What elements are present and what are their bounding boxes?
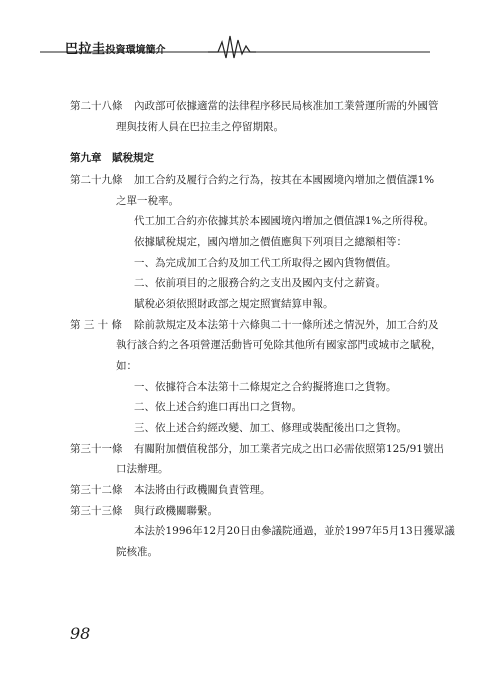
article-33-label: 第三十三條 — [70, 505, 123, 517]
article-28-label: 第二十八條 — [70, 100, 123, 112]
chapter-9-title: 第九章 賦稅規定 — [70, 152, 154, 164]
article-28-text-line-2: 理與技術人員在巴拉圭之停留期限。 — [116, 121, 284, 133]
article-29-text-line-4: 依據賦稅規定，國內增加之價值應與下列項目之總額相等： — [134, 236, 407, 248]
article-30-item-3: 三、依上述合約經改變、加工、修理或裝配後出口之貨物。 — [134, 422, 407, 434]
article-31-label: 第三十一條 — [70, 443, 123, 455]
article-29-item-2: 二、依前項目的之服務合約之支出及國內支付之薪資。 — [134, 277, 386, 289]
article-32-label: 第三十二條 — [70, 484, 123, 496]
article-29-text-line-5: 賦稅必須依照財政部之規定照實結算申報。 — [134, 298, 334, 310]
article-29-text-line-3: 代工加工合約亦依據其於本國國境內增加之價值課1%之所得稅。 — [134, 215, 435, 227]
article-30-text-line-1: 除前款規定及本法第十六條與二十一條所述之情況外，加工合約及 — [134, 319, 439, 331]
article-29-text-line-2: 之單一稅率。 — [116, 195, 179, 207]
article-29-item-1: 一、為完成加工合約及加工代工所取得之國內貨物價值。 — [134, 257, 397, 269]
article-33-text-line-3: 院核准。 — [116, 546, 158, 558]
page-header — [40, 30, 430, 60]
article-32-text-line-1: 本法將由行政機關負責管理。 — [134, 484, 271, 496]
article-33-text-line-1: 與行政機關聯繫。 — [134, 505, 218, 517]
page-number: 98 — [70, 624, 91, 643]
article-30-label: 第 三 十 條 — [70, 319, 123, 331]
article-29-text-line-1: 加工合約及履行合約之行為，按其在本國國境內增加之價值課1% — [134, 174, 435, 186]
article-30-item-1: 一、依據符合本法第十二條規定之合約擬將進口之貨物。 — [134, 381, 397, 393]
article-30-text-line-2: 執行該合約之各項營運活動皆可免除其他所有國家部門或城市之賦稅， — [116, 339, 442, 351]
article-33-text-line-2: 本法於1996年12月20日由參議院通過，並於1997年5月13日獲眾議 — [134, 525, 455, 537]
article-31-text-line-2: 口法辦理。 — [116, 463, 169, 475]
article-28-text-line-1: 內政部可依據適當的法律程序移民局核准加工業營運所需的外國管 — [134, 100, 439, 112]
header-title-sub: 投資環境簡介 — [105, 45, 166, 56]
header-title-main: 巴拉圭 — [65, 42, 106, 57]
header-title — [65, 38, 166, 57]
article-30-text-line-3: 如： — [116, 360, 137, 372]
article-30-item-2: 二、依上述合約進口再出口之貨物。 — [134, 401, 302, 413]
article-31-text-line-1: 有關附加價值稅部分，加工業者完成之出口必需依照第125/91號出 — [134, 443, 444, 455]
article-29-label: 第二十九條 — [70, 174, 123, 186]
